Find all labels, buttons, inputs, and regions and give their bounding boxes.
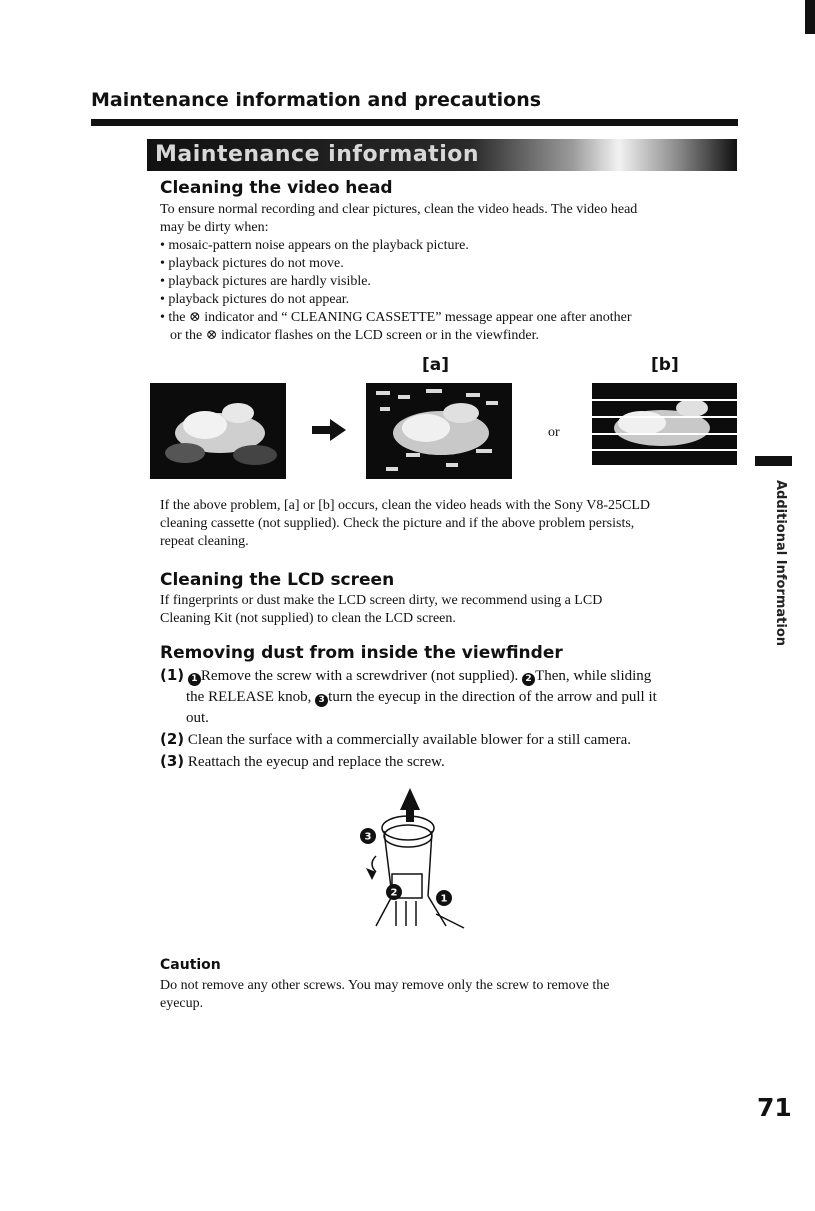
- callout-2-label: 2: [390, 887, 398, 899]
- step-1-end: out.: [186, 710, 209, 726]
- section-banner-title: Maintenance information: [155, 142, 480, 167]
- after-line: repeat cleaning.: [160, 534, 249, 549]
- step-text: the RELEASE knob,: [186, 689, 312, 705]
- callout-2-icon: 2: [522, 673, 535, 686]
- after-line: If the above problem, [a] or [b] occurs, clean the video heads with the Sony V8-25CLD: [160, 498, 650, 513]
- video-head-intro: [160, 201, 740, 345]
- step-text: Remove the screw with a screwdriver (not supplied).: [200, 668, 519, 684]
- step-text: Clean the surface with a commercially available blower for a still camera.: [187, 732, 632, 748]
- callout-3-label: 3: [364, 831, 372, 843]
- page-number: 71: [757, 1093, 792, 1122]
- page-header: Maintenance information and precautions: [91, 89, 542, 111]
- step-text: turn the eyecup in the direction of the arrow and pull it: [328, 689, 657, 705]
- bullet-item-continued: or the ⊗ indicator flashes on the LCD screen or in the viewfinder.: [170, 328, 540, 343]
- step-2: [160, 729, 745, 751]
- intro-line: To ensure normal recording and clear pictures, clean the video heads. The video head: [160, 202, 638, 217]
- caution-line: eyecup.: [160, 996, 204, 1011]
- section-banner: [147, 139, 737, 171]
- lcd-line: If fingerprints or dust make the LCD screen dirty, we recommend using a LCD: [160, 593, 603, 608]
- arrow-right-icon: [312, 419, 346, 441]
- mosaic-noise-picture-image: [366, 383, 512, 479]
- caution-title: Caution: [160, 957, 221, 973]
- viewfinder-steps: [160, 665, 745, 773]
- step-number: (3): [160, 752, 185, 770]
- caution-text: [160, 977, 740, 1013]
- bullet-item: • the ⊗ indicator and “ CLEANING CASSETTE” message appear one after another: [160, 310, 632, 325]
- side-tab-label: Additional Information: [773, 480, 788, 647]
- bullet-item: • mosaic-pattern noise appears on the playback picture.: [160, 238, 469, 253]
- viewfinder-title: Removing dust from inside the viewfinder: [160, 643, 563, 663]
- video-head-title: Cleaning the video head: [160, 178, 393, 198]
- bullet-item: • playback pictures do not move.: [160, 256, 344, 271]
- callout-1-label: 1: [440, 893, 448, 905]
- page-edge-mark: [805, 0, 815, 34]
- step-text: Reattach the eyecup and replace the screw.: [187, 754, 445, 770]
- label-a: [a]: [422, 355, 450, 375]
- normal-picture-image: [150, 383, 286, 479]
- lcd-line: Cleaning Kit (not supplied) to clean the LCD screen.: [160, 611, 456, 626]
- label-b: [b]: [651, 355, 679, 375]
- video-head-after: [160, 497, 740, 551]
- side-tab-marker: [755, 456, 792, 466]
- step-1-continued: [160, 687, 745, 708]
- after-line: cleaning cassette (not supplied). Check the picture and if the above problem persists,: [160, 516, 635, 531]
- bullet-item: • playback pictures are hardly visible.: [160, 274, 371, 289]
- caution-line: Do not remove any other screws. You may remove only the screw to remove the: [160, 978, 610, 993]
- intro-line: may be dirty when:: [160, 220, 269, 235]
- lcd-text: [160, 592, 740, 628]
- step-3: [160, 751, 745, 773]
- step-1: [160, 665, 745, 687]
- callout-3-icon: 3: [315, 694, 328, 707]
- step-text: Then, while sliding: [535, 668, 652, 684]
- step-number: (2): [160, 730, 185, 748]
- no-moving-picture-image: [592, 383, 737, 465]
- step-number: (1): [160, 666, 185, 684]
- header-rule: [91, 119, 738, 126]
- bullet-item: • playback pictures do not appear.: [160, 292, 350, 307]
- lcd-title: Cleaning the LCD screen: [160, 570, 395, 590]
- callout-1-icon: 1: [188, 673, 201, 686]
- eyecup-removal-illustration: [336, 786, 466, 932]
- or-text: or: [548, 425, 560, 440]
